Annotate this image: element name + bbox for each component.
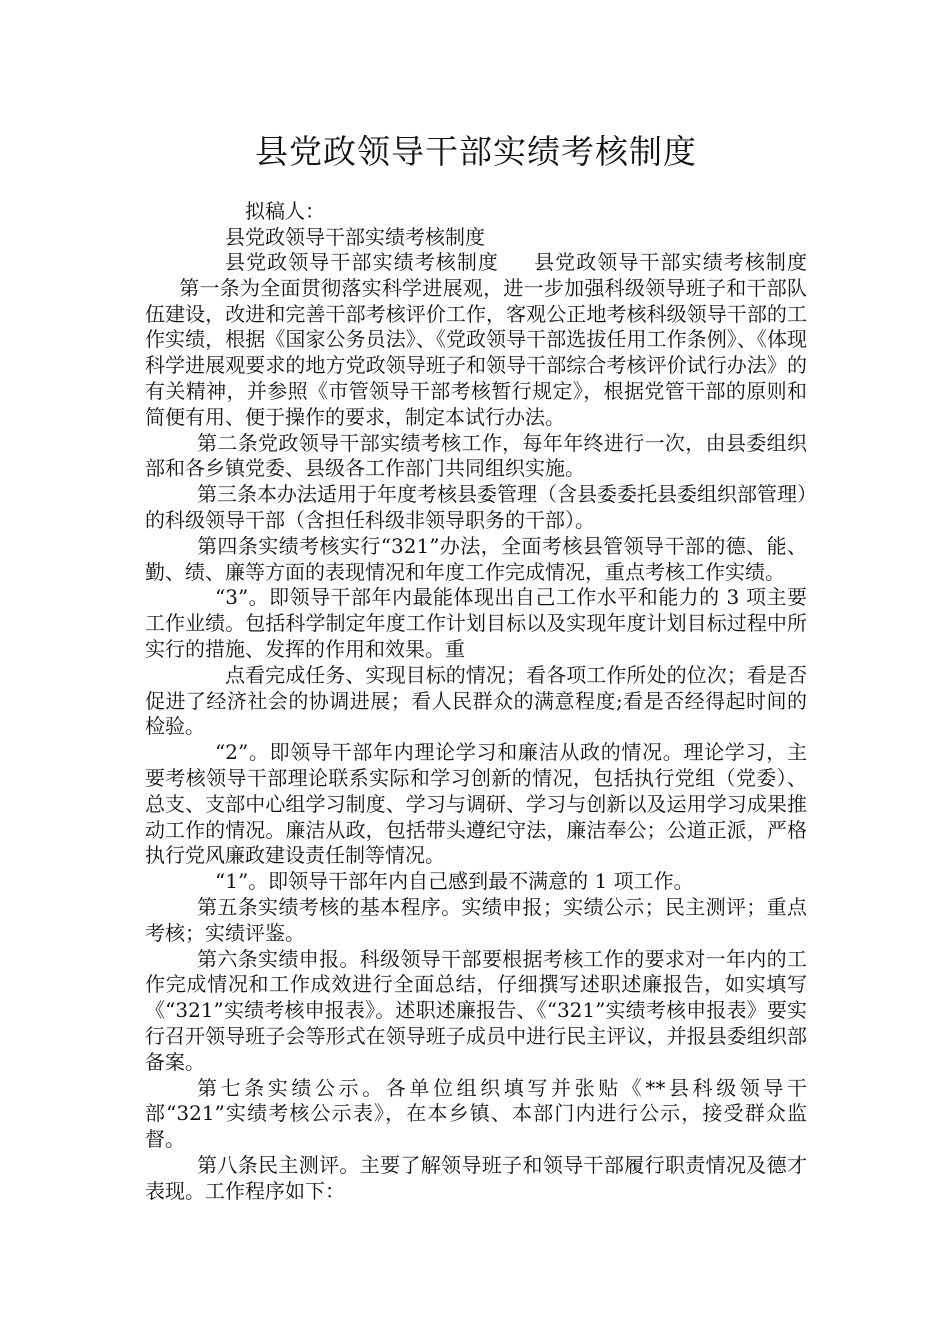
paragraph-article-4: 第四条实绩考核实行“321”办法，全面考核县管领导干部的德、能、勤、绩、廉等方面的表现情况和年度工作完成情况，重点考核工作实绩。 — [145, 533, 807, 584]
paragraph-item-3: “3”。即领导干部年内最能体现出自己工作水平和能力的 3 项主要工作业绩。包括科学制定年度工作计划目标以及实现年度计划目标过程中所实行的措施、发挥的作用和效果。重 — [145, 585, 807, 661]
paragraph-article-5: 第五条实绩考核的基本程序。实绩申报；实绩公示；民主测评；重点考核；实绩评鉴。 — [145, 894, 807, 945]
paragraph-article-7: 第七条实绩公示。各单位组织填写并张贴《**县科级领导干部“321”实绩考核公示表》，在本乡镇、本部门内进行公示，接受群众监督。 — [145, 1075, 807, 1152]
document-body — [145, 250, 807, 1204]
document-meta — [145, 198, 807, 250]
paragraph-article-8: 第八条民主测评。主要了解领导班子和领导干部履行职责情况及德才表现。工作程序如下： — [145, 1152, 807, 1203]
paragraph-item-3-continued: 点看完成任务、实现目标的情况；看各项工作所处的位次；看是否促进了经济社会的协调进展；看人民群众的满意程度;看是否经得起时间的检验。 — [145, 662, 807, 739]
author-label: 拟稿人： — [245, 199, 325, 223]
document-page — [145, 128, 807, 1204]
document-title: 县党政领导干部实绩考核制度 — [255, 132, 697, 171]
lead-text-b: 县党政领导干部实绩考核制度 — [533, 250, 807, 274]
paragraph-article-6: 第六条实绩申报。科级领导干部要根据考核工作的要求对一年内的工作完成情况和工作成效进行全面总结，仔细撰写述职述廉报告，如实填写《“321”实绩考核申报表》。述职述廉报告、《“321”实绩考核申报表》要实行召开领导班子会等形式在领导班子成员中进行民主评议，并报县委组织部备案。 — [145, 946, 807, 1074]
paragraph-item-1: “1”。即领导干部年内自己感到最不满意的 1 项工作。 — [215, 869, 694, 894]
lead-text-a: 县党政领导干部实绩考核制度 — [225, 250, 499, 274]
document-subtitle: 县党政领导干部实绩考核制度 — [225, 225, 485, 249]
paragraph-article-3: 第三条本办法适用于年度考核县委管理（含县委委托县委组织部管理）的科级领导干部（含担任科级非领导职务的干部）。 — [145, 482, 807, 532]
paragraph-article-2: 第二条党政领导干部实绩考核工作，每年年终进行一次，由县委组织部和各乡镇党委、县级各工作部门共同组织实施。 — [145, 430, 807, 481]
article-1-text: 第一条为全面贯彻落实科学进展观，进一步加强科级领导班子和干部队伍建设，改进和完善干部考核评价工作，客观公正地考核科级领导干部的工作实绩，根据《国家公务员法》、《党政领导干部选拔任用工作条例》、《体现科学进展观要求的地方党政领导班子和领导干部综合考核评价试行办法》的有关精神，并参照《市管领导干部考核暂行规定》，根据党管干部的原则和简便有用、便于操作的要求，制定本试行办法。 — [145, 275, 807, 429]
paragraph-item-2: “2”。即领导干部年内理论学习和廉洁从政的情况。理论学习，主要考核领导干部理论联系实际和学习创新的情况，包括执行党组（党委）、总支、支部中心组学习制度、学习与调研、学习与创新以及运用学习成果推动工作的情况。廉洁从政，包括带头遵纪守法，廉洁奉公；公道正派，严格执行党风廉政建设责任制等情况。 — [145, 740, 807, 868]
paragraph-article-1 — [145, 250, 807, 431]
